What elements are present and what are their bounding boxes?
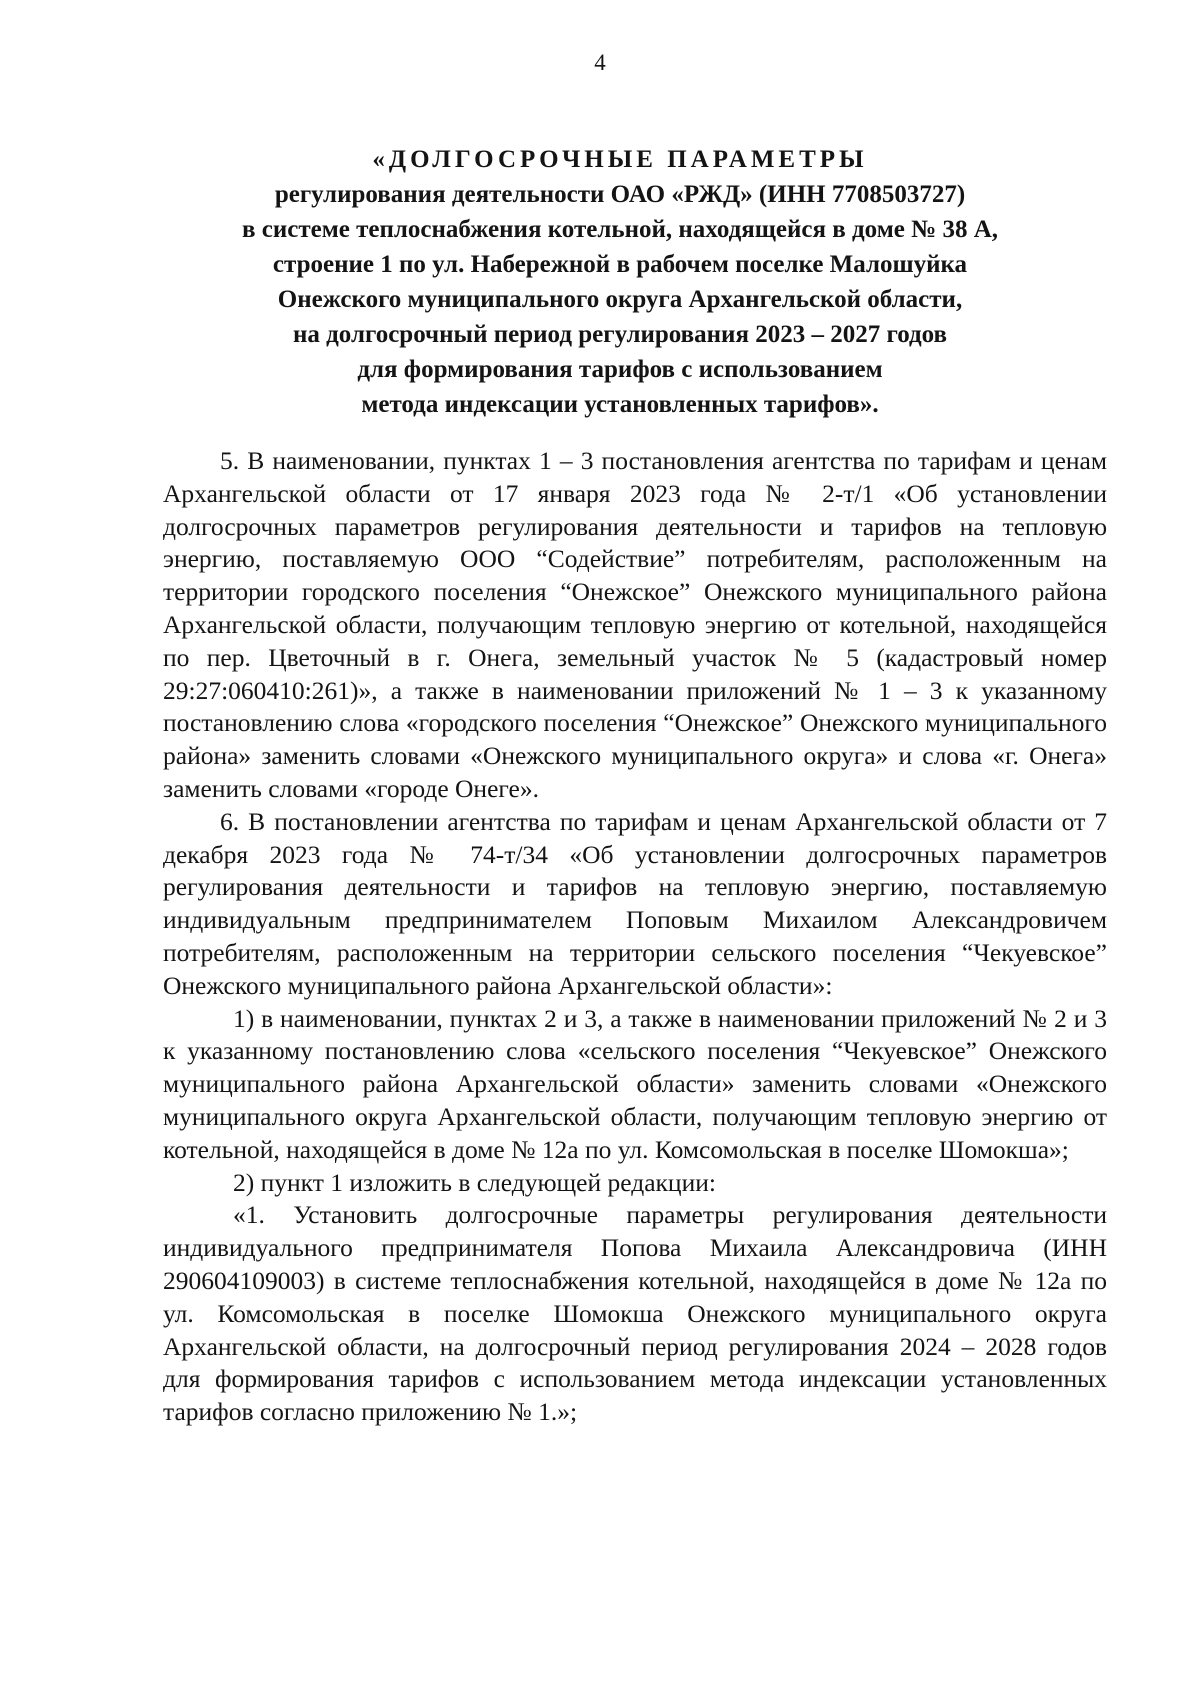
paragraph-6-item-1: 1) в наименовании, пунктах 2 и 3, а также в наименовании приложений № 2 и 3 к указанному постановлению слова «сельского поселения “Чекуевское” Онежского муниципального района Архангельской области» заменить словами «Онежского муниципального округа Архангельской области, получающим тепловую энергию от котельной, находящейся в доме № 12а по ул. Комсомольская в поселке Шомокша»; (163, 1003, 1107, 1164)
heading-title: «ДОЛГОСРОЧНЫЕ ПАРАМЕТРЫ (372, 146, 868, 173)
heading-line: метода индексации установленных тарифов». (361, 391, 879, 418)
heading-line: регулирования деятельности ОАО «РЖД» (ИНН 7708503727) (274, 181, 966, 208)
heading-line: Онежского муниципального округа Архангельской области, (277, 286, 963, 313)
heading-line: в системе теплоснабжения котельной, находящейся в доме № 38 А, (241, 216, 999, 243)
paragraph-6: 6. В постановлении агентства по тарифам и ценам Архангельской области от 7 декабря 2023 года № 74-т/34 «Об установлении долгосрочных параметров регулирования деятельности и тарифов на тепловую энергию, поставляемую индивидуальным предпринимателем Поповым Михаилом Александровичем потребителям, расположенным на территории сельского поселения “Чекуевское” Онежского муниципального района Архангельской области»: (163, 806, 1107, 1000)
page-number: 4 (594, 50, 606, 75)
heading-line: для формирования тарифов с использованием (357, 356, 883, 383)
heading-line: строение 1 по ул. Набережной в рабочем поселке Малошуйка (272, 251, 968, 278)
document-body (163, 445, 1107, 1429)
paragraph-6-item-2-quote: «1. Установить долгосрочные параметры регулирования деятельности индивидуального предпринимателя Попова Михаила Александровича (ИНН 290604109003) в системе теплоснабжения котельной, находящейся в доме № 12а по ул. Комсомольская в поселке Шомокша Онежского муниципального округа Архангельской области, на долгосрочный период регулирования 2024 – 2028 годов для формирования тарифов с использованием метода индексации установленных тарифов согласно приложению № 1.»; (163, 1200, 1107, 1427)
paragraph-6-item-2: 2) пункт 1 изложить в следующей редакции: (233, 1167, 716, 1197)
paragraph-5: 5. В наименовании, пунктах 1 – 3 постановления агентства по тарифам и ценам Архангельской области от 17 января 2023 года № 2-т/1 «Об установлении долгосрочных параметров регулирования деятельности и тарифов на тепловую энергию, поставляемую ООО “Содействие” потребителям, расположенным на территории городского поселения “Онежское” Онежского муниципального района Архангельской области, получающим тепловую энергию от котельной, находящейся по пер. Цветочный в г. Онега, земельный участок № 5 (кадастровый номер 29:27:060410:261)», а также в наименовании приложений № 1 – 3 к указанному постановлению слова «городского поселения “Онежское” Онежского муниципального района» заменить словами «Онежского муниципального округа» и слова «г. Онега» заменить словами «городе Онеге». (163, 446, 1107, 803)
heading-line: на долгосрочный период регулирования 2023 – 2027 годов (292, 321, 948, 348)
document-heading (160, 142, 1080, 422)
